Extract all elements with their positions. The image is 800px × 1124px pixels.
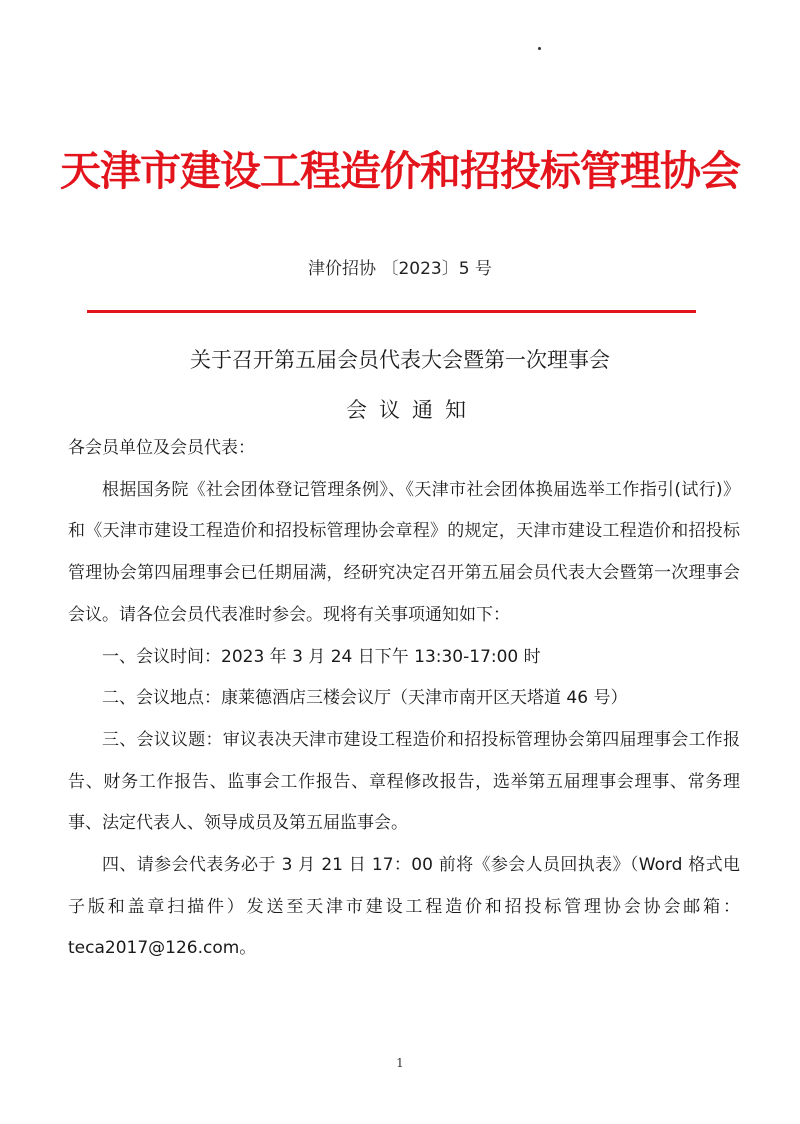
paragraph-meeting-agenda: 三、会议议题：审议表决天津市建设工程造价和招投标管理协会第四届理事会工作报告、财务工作报告、监事会工作报告、章程修改报告，选举第五届理事会理事、常务理事、法定代表人、领导成员及第五届监事会。 bbox=[68, 729, 740, 834]
letterhead-org-name: 天津市建设工程造价和招投标管理协会 bbox=[60, 147, 740, 195]
letterhead-divider bbox=[87, 310, 696, 313]
notice-title-line-2: 会议通知 bbox=[346, 398, 478, 422]
paragraph-submission-instructions: 四、请参会代表务必于 3 月 21 日 17：00 前将《参会人员回执表》（Word 格式电子版和盖章扫描件）发送至天津市建设工程造价和招投标管理协会协会邮箱：teca2017@126.com。 bbox=[68, 855, 740, 959]
notice-body bbox=[68, 428, 740, 970]
salutation: 各会员单位及会员代表： bbox=[68, 438, 255, 458]
scan-speck bbox=[538, 47, 541, 50]
document-number: 津价招协 〔2023〕5 号 bbox=[308, 259, 492, 279]
notice-title-line-1: 关于召开第五届会员代表大会暨第一次理事会 bbox=[190, 348, 610, 372]
paragraph-meeting-time: 一、会议时间：2023 年 3 月 24 日下午 13:30-17:00 时 bbox=[102, 646, 541, 667]
page-number: 1 bbox=[396, 1056, 404, 1070]
paragraph-intro: 根据国务院《社会团体登记管理条例》、《天津市社会团体换届选举工作指引(试行)》和《天津市建设工程造价和招投标管理协会章程》的规定，天津市建设工程造价和招投标管理协会第四届理事会已任期届满，经研究决定召开第五届会员代表大会暨第一次理事会会议。请各位会员代表准时参会。现将有关事项通知如下： bbox=[68, 479, 740, 625]
paragraph-meeting-location: 二、会议地点：康莱德酒店三楼会议厅（天津市南开区天塔道 46 号） bbox=[102, 688, 628, 709]
